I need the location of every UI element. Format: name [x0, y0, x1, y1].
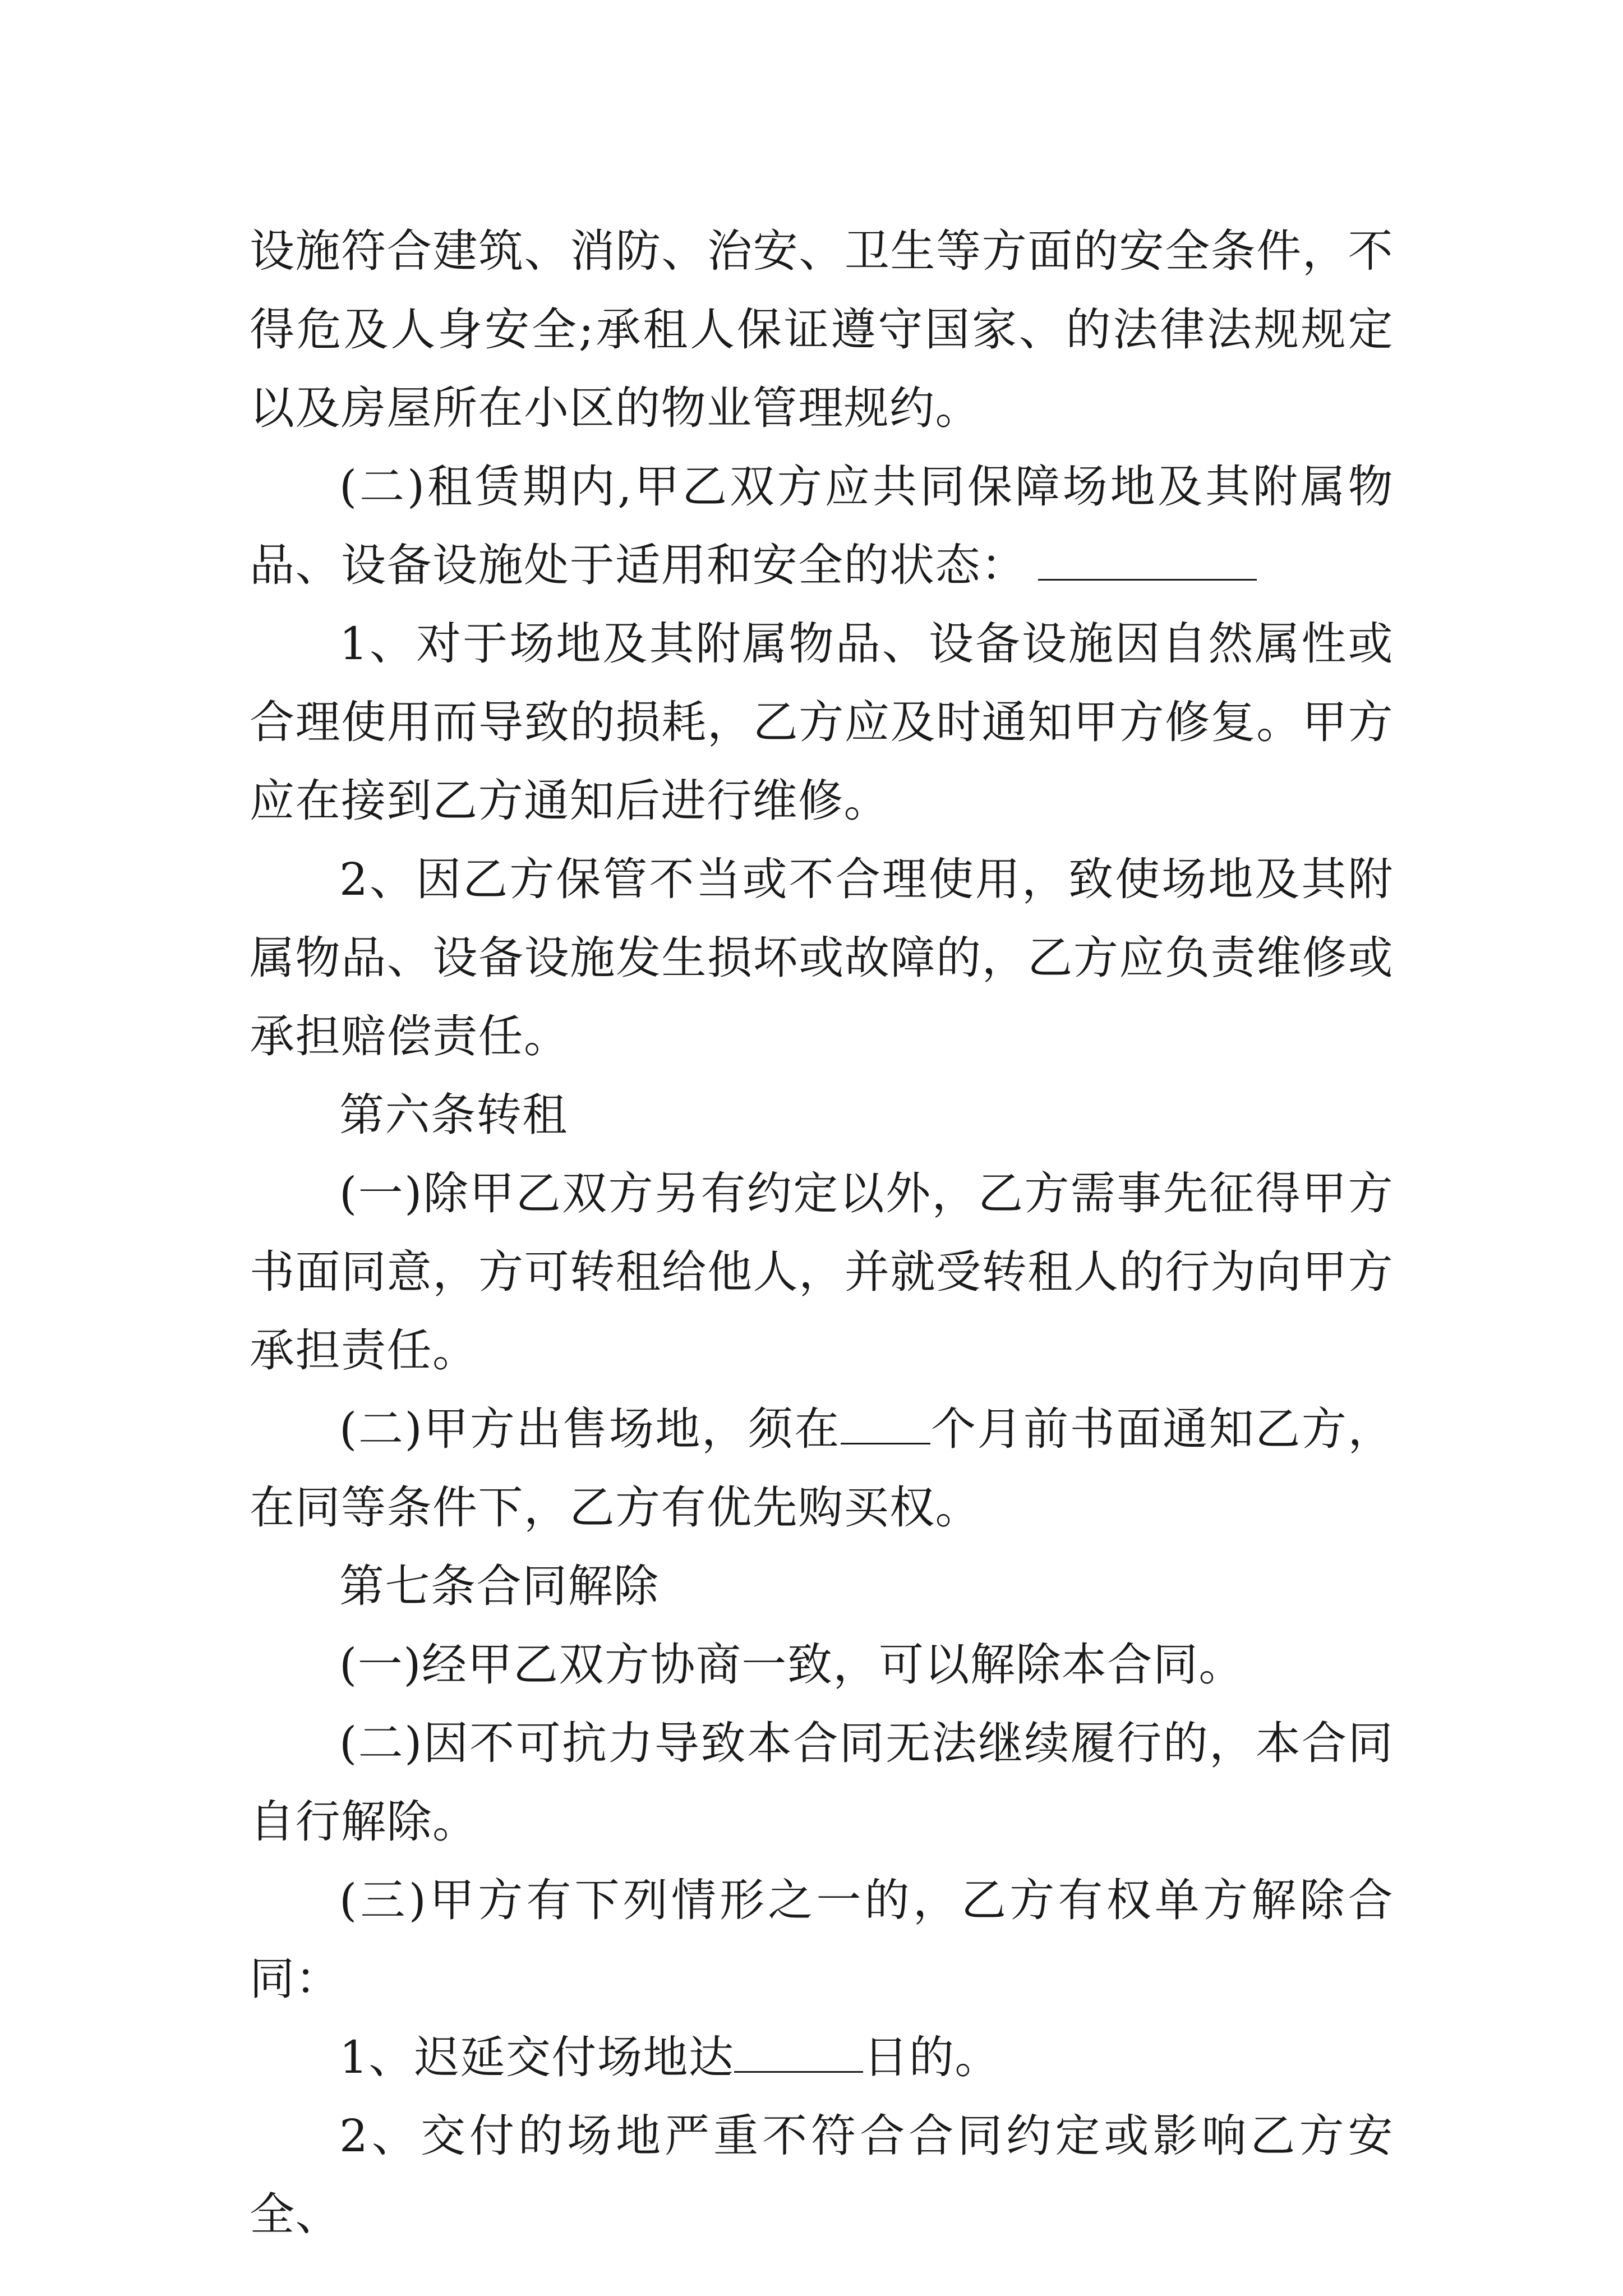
- paragraph-lease-period-maintenance: [250, 448, 1394, 605]
- paragraph-text: 日的。: [863, 2031, 1000, 2083]
- article-7-heading: [250, 1547, 1394, 1626]
- fill-in-blank: [841, 1398, 930, 1444]
- paragraph-text: (三)甲方有下列情形之一的，乙方有权单方解除合同：: [250, 1874, 1394, 2005]
- paragraph-sublease-consent: [250, 1154, 1394, 1390]
- paragraph-improper-use: [250, 840, 1394, 1076]
- paragraph-text: 2、因乙方保管不当或不合理使用，致使场地及其附属物品、设备设施发生损坏或故障的，乙方应负责维修或承担赔偿责任。: [250, 853, 1394, 1062]
- paragraph-text: 个月前书面通知乙方，在同等条件下，乙方有优先购买权。: [250, 1403, 1394, 1534]
- heading-text: 第六条转租: [339, 1089, 568, 1141]
- paragraph-unilateral-termination: [250, 1861, 1394, 2018]
- paragraph-text: (二)因不可抗力导致本合同无法继续履行的，本合同自行解除。: [250, 1717, 1394, 1848]
- fill-in-blank: [734, 2026, 863, 2073]
- paragraph-delayed-delivery: [250, 2018, 1394, 2097]
- paragraph-text: (二)甲方出售场地，须在: [339, 1403, 841, 1455]
- paragraph-nonconforming-delivery: [250, 2097, 1394, 2254]
- paragraph-text: (二)租赁期内,甲乙双方应共同保障场地及其附属物品、设备设施处于适用和安全的状态：: [250, 461, 1394, 591]
- paragraph-natural-wear: [250, 605, 1394, 840]
- paragraph-force-majeure: [250, 1704, 1394, 1861]
- paragraph-text: 设施符合建筑、消防、治安、卫生等方面的安全条件，不得危及人身安全;承租人保证遵守国家、的法律法规规定以及房屋所在小区的物业管理规约。: [250, 225, 1394, 434]
- fill-in-blank: [1038, 534, 1257, 581]
- paragraph-text: (一)除甲乙双方另有约定以外，乙方需事先征得甲方书面同意，方可转租给他人，并就受转租人的行为向甲方承担责任。: [250, 1167, 1394, 1377]
- paragraph-text: 1、迟延交付场地达: [339, 2031, 735, 2083]
- paragraph-text: (一)经甲乙双方协商一致，可以解除本合同。: [339, 1639, 1244, 1691]
- document-body: [250, 212, 1394, 2254]
- paragraph-text: 1、对于场地及其附属物品、设备设施因自然属性或合理使用而导致的损耗，乙方应及时通知甲方修复。甲方应在接到乙方通知后进行维修。: [250, 618, 1394, 827]
- heading-text: 第七条合同解除: [339, 1560, 660, 1612]
- paragraph-mutual-termination: [250, 1626, 1394, 1704]
- paragraph-sale-notice: [250, 1390, 1394, 1547]
- paragraph-safety-conditions: [250, 212, 1394, 448]
- article-6-heading: [250, 1076, 1394, 1154]
- paragraph-text: 2、交付的场地严重不符合合同约定或影响乙方安全、: [250, 2110, 1394, 2240]
